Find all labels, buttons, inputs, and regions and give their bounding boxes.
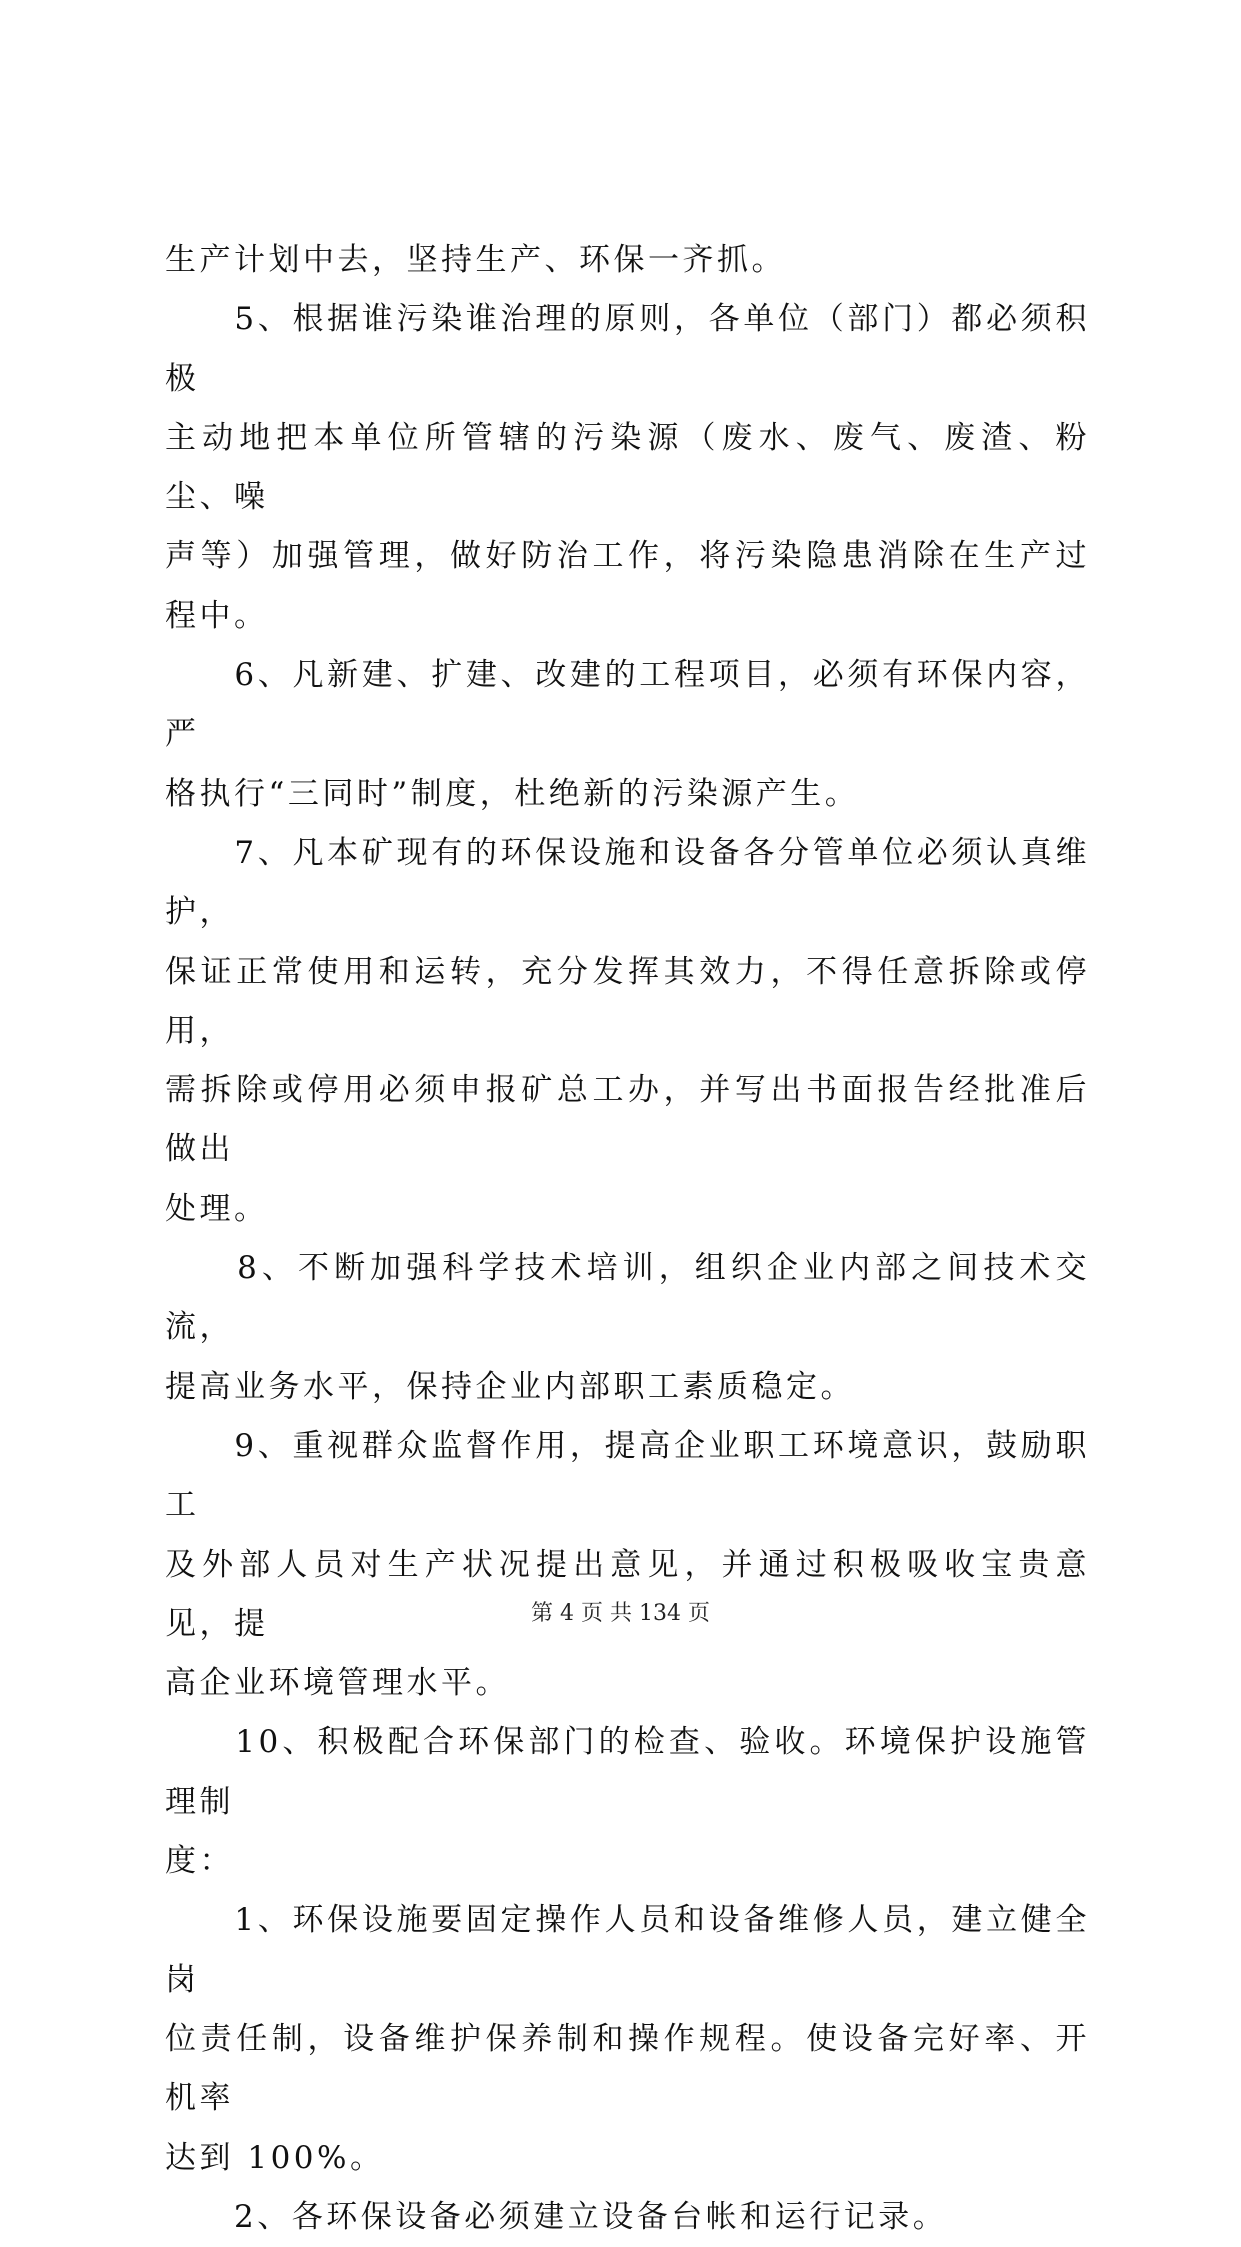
document-body [165,231,1090,2247]
paragraph-continuation: 生产计划中去，坚持生产、环保一齐抓。 [165,242,786,278]
paragraph-item-5: 5、根据谁污染谁治理的原则，各单位（部门）都必须积极 主动地把本单位所管辖的污染源（废水、废气、废渣、粉尘、噪 声等）加强管理，做好防治工作，将污染隐患消除在生产过程中。 [165,301,1090,634]
paragraph-item-6: 6、凡新建、扩建、改建的工程项目，必须有环保内容，严 格执行“三同时”制度，杜绝新的污染源产生。 [165,657,1090,812]
paragraph-item-10: 10、积极配合环保部门的检查、验收。环境保护设施管理制 度： [165,1724,1090,1880]
paragraph-item-8: 8、不断加强科学技术培训，组织企业内部之间技术交流， 提高业务水平，保持企业内部职工素质稳定。 [165,1250,1090,1405]
page-number-footer: 第 4 页 共 134 页 [531,1601,710,1626]
paragraph-item-7: 7、凡本矿现有的环保设施和设备各分管单位必须认真维护， 保证正常使用和运转，充分发挥其效力，不得任意拆除或停用， 需拆除或停用必须申报矿总工办，并写出书面报告经批准后做出 处理。 [165,834,1090,1227]
paragraph-item-9: 9、重视群众监督作用，提高企业职工环境意识，鼓励职工 及外部人员对生产状况提出意见，并通过积极吸收宝贵意见，提 高企业环境管理水平。 [165,1427,1090,1702]
paragraph-facility-item-1: 1、环保设施要固定操作人员和设备维修人员，建立健全岗 位责任制，设备维护保养制和操作规程。使设备完好率、开机率 达到 100%。 [165,1902,1090,2176]
paragraph-facility-item-2: 2、各环保设备必须建立设备台帐和运行记录。 [165,2198,948,2235]
